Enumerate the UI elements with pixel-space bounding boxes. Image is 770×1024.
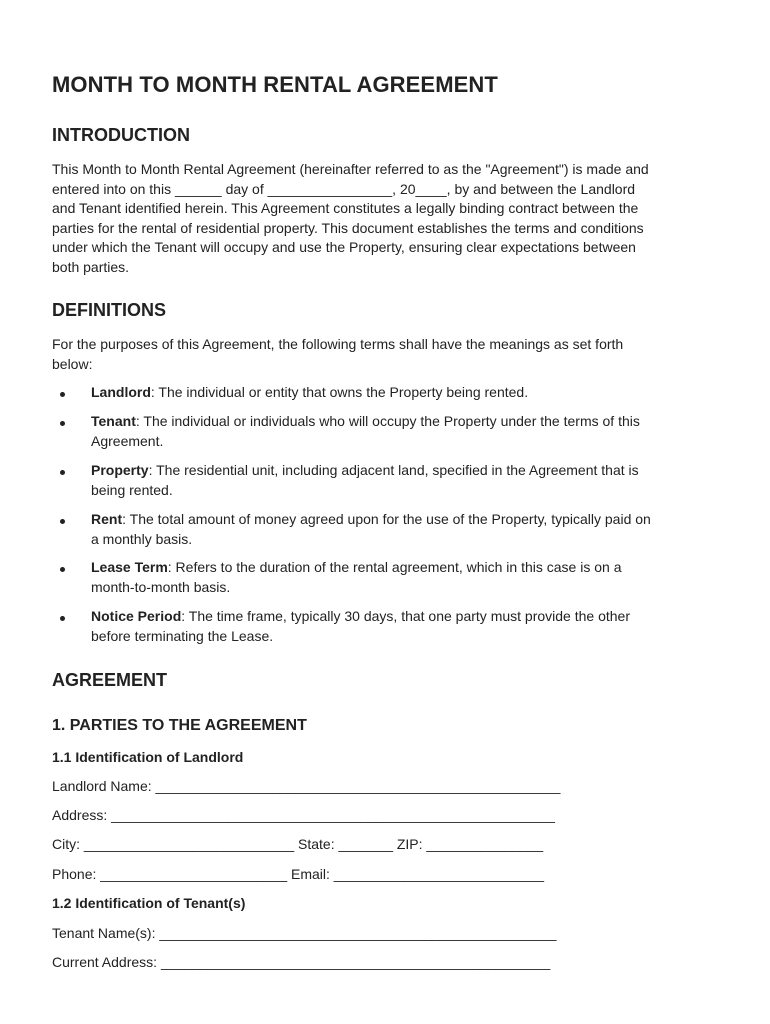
landlord-identification-heading: 1.1 Identification of Landlord <box>52 749 244 765</box>
definition-text: : Refers to the duration of the rental agreement, which in this case is on a <box>167 559 622 575</box>
definition-text: Agreement. <box>91 432 164 449</box>
paragraph-line: both parties. <box>52 258 130 275</box>
bullet-icon <box>60 616 65 621</box>
definition-term: Rent <box>91 511 123 527</box>
definition-text: : The total amount of money agreed upon for the use of the Property, typically paid on <box>122 511 651 527</box>
introduction-paragraph <box>52 160 717 278</box>
paragraph-line: This Month to Month Rental Agreement (hereinafter referred to as the "Agreement") is made and <box>52 161 649 177</box>
definition-text: a monthly basis. <box>91 530 193 547</box>
definition-term: Notice Period <box>91 608 182 624</box>
definition-text: : The individual or entity that owns the Property being rented. <box>150 384 529 400</box>
landlord-city-state-zip-field: City: ___________________________ State: _______ ZIP: _______________ <box>52 836 544 852</box>
definition-term: Property <box>91 462 149 478</box>
landlord-phone-email-field: Phone: ________________________ Email: ___________________________ <box>52 866 545 882</box>
bullet-icon <box>60 392 65 397</box>
definitions-heading: DEFINITIONS <box>52 300 167 320</box>
paragraph-line: entered into on this ______ day of ________________, 20____, by and between the Landlord <box>52 180 636 197</box>
definition-term: Tenant <box>91 413 136 429</box>
landlord-name-field: Landlord Name: ____________________________________________________ <box>52 778 561 794</box>
parties-heading: 1. PARTIES TO THE AGREEMENT <box>52 717 307 734</box>
definition-text: being rented. <box>91 481 173 498</box>
tenant-identification-heading: 1.2 Identification of Tenant(s) <box>52 895 246 911</box>
paragraph-line: under which the Tenant will occupy and use the Property, ensuring clear expectations between <box>52 239 636 256</box>
definitions-intro <box>52 335 717 374</box>
definition-text: : The time frame, typically 30 days, that one party must provide the other <box>181 608 630 624</box>
introduction-heading: INTRODUCTION <box>52 125 190 145</box>
definition-term: Landlord <box>91 384 151 400</box>
bullet-icon <box>60 421 65 426</box>
paragraph-line: For the purposes of this Agreement, the following terms shall have the meanings as set forth <box>52 336 624 352</box>
paragraph-line: below: <box>52 355 93 372</box>
paragraph-line: parties for the rental of residential property. This document establishes the terms and conditions <box>52 219 644 236</box>
definition-text: : The residential unit, including adjacent land, specified in the Agreement that is <box>148 462 639 478</box>
definition-term: Lease Term <box>91 559 168 575</box>
landlord-address-field: Address: _________________________________________________________ <box>52 807 555 823</box>
definition-text: month-to-month basis. <box>91 578 231 595</box>
definition-text: before terminating the Lease. <box>91 627 274 644</box>
bullet-icon <box>60 519 65 524</box>
document-title: MONTH TO MONTH RENTAL AGREEMENT <box>52 72 498 97</box>
bullet-icon <box>60 567 65 572</box>
definition-text: : The individual or individuals who will occupy the Property under the terms of this <box>135 413 640 429</box>
agreement-heading: AGREEMENT <box>52 670 168 690</box>
paragraph-line: and Tenant identified herein. This Agreement constitutes a legally binding contract between the <box>52 200 639 217</box>
tenant-current-address-field: Current Address: __________________________________________________ <box>52 954 551 970</box>
tenant-name-field: Tenant Name(s): ___________________________________________________ <box>52 925 557 941</box>
bullet-icon <box>60 470 65 475</box>
